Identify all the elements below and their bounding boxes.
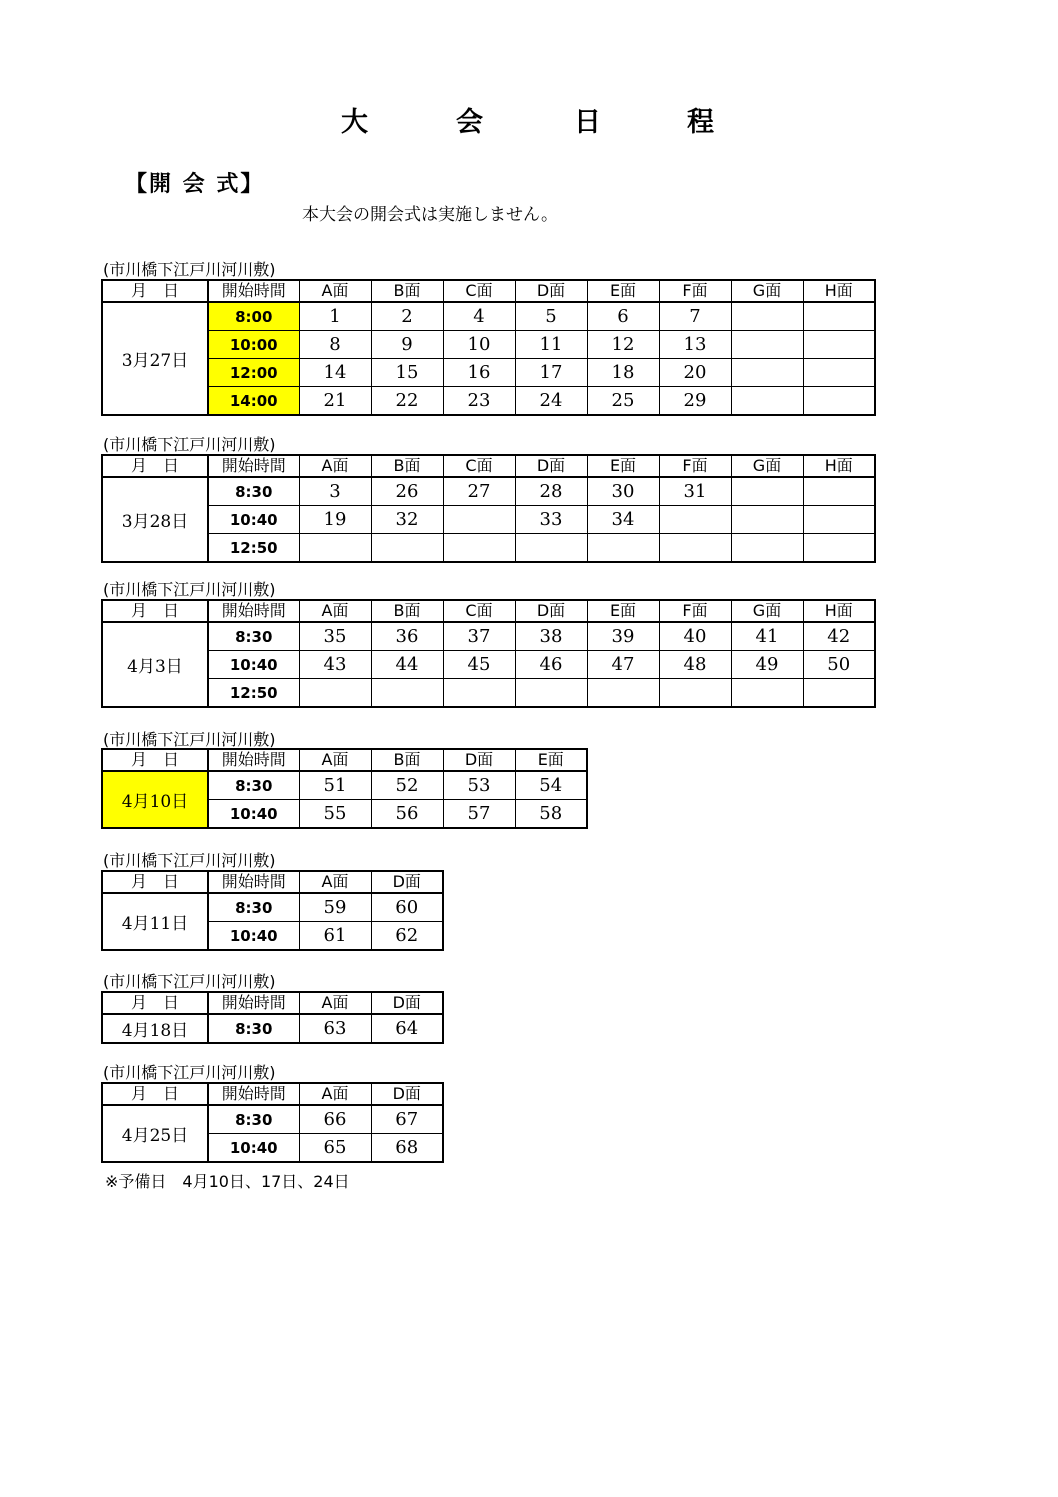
venue-label: (市川橋下江戸川河川敷) bbox=[103, 851, 276, 870]
match-number-cell bbox=[371, 534, 443, 563]
start-time-header: 開始時間 bbox=[208, 600, 299, 622]
match-number-cell: 55 bbox=[299, 800, 371, 829]
header-row bbox=[102, 455, 875, 477]
header-row bbox=[102, 600, 875, 622]
start-time-header: 開始時間 bbox=[208, 992, 299, 1014]
court-header: C面 bbox=[443, 280, 515, 302]
match-number-cell bbox=[659, 506, 731, 534]
court-header: E面 bbox=[587, 455, 659, 477]
date-header: 月 日 bbox=[102, 1083, 208, 1105]
date-header: 月 日 bbox=[102, 280, 208, 302]
opening-note: 本大会の開会式は実施しません。 bbox=[302, 205, 559, 225]
match-number-cell: 6 bbox=[587, 302, 659, 331]
match-number-cell: 37 bbox=[443, 622, 515, 651]
court-header: A面 bbox=[299, 871, 371, 893]
court-header: B面 bbox=[371, 749, 443, 771]
start-time-cell: 8:30 bbox=[208, 622, 299, 651]
match-number-cell: 53 bbox=[443, 771, 515, 800]
match-number-cell: 18 bbox=[587, 359, 659, 387]
match-number-cell: 33 bbox=[515, 506, 587, 534]
match-number-cell bbox=[659, 679, 731, 708]
start-time-cell: 10:40 bbox=[208, 506, 299, 534]
date-cell: 3月28日 bbox=[102, 477, 208, 562]
date-cell: 4月11日 bbox=[102, 893, 208, 950]
match-number-cell: 48 bbox=[659, 651, 731, 679]
match-number-cell bbox=[731, 331, 803, 359]
schedule-table bbox=[101, 279, 876, 416]
start-time-cell: 8:30 bbox=[208, 477, 299, 506]
opening-heading: 【開 会 式】 bbox=[125, 172, 265, 197]
match-number-cell: 61 bbox=[299, 922, 371, 951]
court-header: G面 bbox=[731, 455, 803, 477]
match-number-cell: 67 bbox=[371, 1105, 443, 1134]
match-number-cell: 42 bbox=[803, 622, 875, 651]
match-number-cell: 41 bbox=[731, 622, 803, 651]
court-header: D面 bbox=[371, 871, 443, 893]
title-char: 大 bbox=[341, 107, 368, 138]
match-number-cell bbox=[587, 534, 659, 563]
match-number-cell: 46 bbox=[515, 651, 587, 679]
start-time-header: 開始時間 bbox=[208, 280, 299, 302]
venue-label: (市川橋下江戸川河川敷) bbox=[103, 972, 276, 991]
court-header: E面 bbox=[587, 280, 659, 302]
court-header: A面 bbox=[299, 600, 371, 622]
match-number-cell: 49 bbox=[731, 651, 803, 679]
table-row bbox=[102, 1105, 443, 1134]
table-row bbox=[102, 331, 875, 359]
court-header: E面 bbox=[587, 600, 659, 622]
match-number-cell bbox=[587, 679, 659, 708]
start-time-cell: 8:30 bbox=[208, 771, 299, 800]
court-header: H面 bbox=[803, 600, 875, 622]
court-header: B面 bbox=[371, 600, 443, 622]
match-number-cell: 13 bbox=[659, 331, 731, 359]
match-number-cell: 10 bbox=[443, 331, 515, 359]
start-time-header: 開始時間 bbox=[208, 1083, 299, 1105]
match-number-cell: 1 bbox=[299, 302, 371, 331]
start-time-cell: 12:50 bbox=[208, 534, 299, 563]
match-number-cell: 28 bbox=[515, 477, 587, 506]
court-header: A面 bbox=[299, 992, 371, 1014]
match-number-cell: 19 bbox=[299, 506, 371, 534]
match-number-cell: 2 bbox=[371, 302, 443, 331]
match-number-cell bbox=[731, 359, 803, 387]
match-number-cell: 25 bbox=[587, 387, 659, 416]
court-header: D面 bbox=[371, 992, 443, 1014]
start-time-cell: 12:00 bbox=[208, 359, 299, 387]
date-header: 月 日 bbox=[102, 871, 208, 893]
date-cell: 4月3日 bbox=[102, 622, 208, 707]
match-number-cell bbox=[803, 387, 875, 416]
court-header: D面 bbox=[515, 455, 587, 477]
header-row bbox=[102, 871, 443, 893]
match-number-cell bbox=[803, 477, 875, 506]
schedule-table bbox=[101, 454, 876, 563]
match-number-cell: 26 bbox=[371, 477, 443, 506]
match-number-cell: 51 bbox=[299, 771, 371, 800]
header-row bbox=[102, 749, 587, 771]
match-number-cell: 59 bbox=[299, 893, 371, 922]
match-number-cell: 34 bbox=[587, 506, 659, 534]
match-number-cell: 30 bbox=[587, 477, 659, 506]
start-time-cell: 10:40 bbox=[208, 1134, 299, 1163]
match-number-cell: 15 bbox=[371, 359, 443, 387]
date-cell: 3月27日 bbox=[102, 302, 208, 415]
date-header: 月 日 bbox=[102, 600, 208, 622]
match-number-cell: 24 bbox=[515, 387, 587, 416]
date-header: 月 日 bbox=[102, 992, 208, 1014]
match-number-cell: 65 bbox=[299, 1134, 371, 1163]
schedule-table bbox=[101, 599, 876, 708]
court-header: F面 bbox=[659, 280, 731, 302]
match-number-cell bbox=[803, 359, 875, 387]
footnote: ※予備日 4月10日、17日、24日 bbox=[105, 1172, 350, 1191]
header-row bbox=[102, 992, 443, 1014]
match-number-cell bbox=[731, 534, 803, 563]
table-row bbox=[102, 534, 875, 563]
court-header: F面 bbox=[659, 455, 731, 477]
start-time-header: 開始時間 bbox=[208, 455, 299, 477]
match-number-cell: 27 bbox=[443, 477, 515, 506]
table-row bbox=[102, 359, 875, 387]
start-time-header: 開始時間 bbox=[208, 749, 299, 771]
start-time-cell: 10:00 bbox=[208, 331, 299, 359]
court-header: B面 bbox=[371, 455, 443, 477]
match-number-cell bbox=[443, 506, 515, 534]
match-number-cell: 40 bbox=[659, 622, 731, 651]
match-number-cell: 68 bbox=[371, 1134, 443, 1163]
match-number-cell bbox=[299, 679, 371, 708]
court-header: C面 bbox=[443, 600, 515, 622]
match-number-cell: 38 bbox=[515, 622, 587, 651]
match-number-cell: 45 bbox=[443, 651, 515, 679]
match-number-cell: 52 bbox=[371, 771, 443, 800]
match-number-cell: 60 bbox=[371, 893, 443, 922]
court-header: A面 bbox=[299, 749, 371, 771]
match-number-cell bbox=[803, 534, 875, 563]
match-number-cell: 5 bbox=[515, 302, 587, 331]
start-time-cell: 8:00 bbox=[208, 302, 299, 331]
match-number-cell: 3 bbox=[299, 477, 371, 506]
match-number-cell: 16 bbox=[443, 359, 515, 387]
match-number-cell: 12 bbox=[587, 331, 659, 359]
match-number-cell: 23 bbox=[443, 387, 515, 416]
match-number-cell: 62 bbox=[371, 922, 443, 951]
match-number-cell: 21 bbox=[299, 387, 371, 416]
start-time-cell: 14:00 bbox=[208, 387, 299, 416]
start-time-cell: 8:30 bbox=[208, 1105, 299, 1134]
court-header: E面 bbox=[515, 749, 587, 771]
match-number-cell: 43 bbox=[299, 651, 371, 679]
court-header: D面 bbox=[443, 749, 515, 771]
match-number-cell: 4 bbox=[443, 302, 515, 331]
document-title bbox=[0, 100, 1058, 136]
table-row bbox=[102, 679, 875, 708]
court-header: H面 bbox=[803, 455, 875, 477]
match-number-cell bbox=[731, 302, 803, 331]
match-number-cell: 11 bbox=[515, 331, 587, 359]
table-row bbox=[102, 302, 875, 331]
match-number-cell: 66 bbox=[299, 1105, 371, 1134]
match-number-cell: 32 bbox=[371, 506, 443, 534]
match-number-cell: 56 bbox=[371, 800, 443, 829]
schedule-table bbox=[101, 991, 444, 1044]
match-number-cell: 54 bbox=[515, 771, 587, 800]
start-time-cell: 10:40 bbox=[208, 922, 299, 951]
match-number-cell: 50 bbox=[803, 651, 875, 679]
table-row bbox=[102, 506, 875, 534]
title-char: 会 bbox=[456, 107, 483, 138]
venue-label: (市川橋下江戸川河川敷) bbox=[103, 435, 276, 454]
venue-label: (市川橋下江戸川河川敷) bbox=[103, 730, 276, 749]
schedule-table bbox=[101, 748, 588, 829]
date-header: 月 日 bbox=[102, 749, 208, 771]
start-time-cell: 10:40 bbox=[208, 651, 299, 679]
match-number-cell bbox=[515, 679, 587, 708]
match-number-cell: 17 bbox=[515, 359, 587, 387]
match-number-cell: 31 bbox=[659, 477, 731, 506]
court-header: C面 bbox=[443, 455, 515, 477]
match-number-cell bbox=[443, 534, 515, 563]
match-number-cell: 20 bbox=[659, 359, 731, 387]
start-time-cell: 10:40 bbox=[208, 800, 299, 829]
court-header: D面 bbox=[515, 600, 587, 622]
venue-label: (市川橋下江戸川河川敷) bbox=[103, 1063, 276, 1082]
match-number-cell: 64 bbox=[371, 1014, 443, 1043]
start-time-cell: 8:30 bbox=[208, 1014, 299, 1043]
match-number-cell: 39 bbox=[587, 622, 659, 651]
start-time-cell: 12:50 bbox=[208, 679, 299, 708]
schedule-table bbox=[101, 1082, 444, 1163]
match-number-cell: 58 bbox=[515, 800, 587, 829]
match-number-cell: 8 bbox=[299, 331, 371, 359]
match-number-cell bbox=[731, 679, 803, 708]
court-header: B面 bbox=[371, 280, 443, 302]
header-row bbox=[102, 1083, 443, 1105]
table-row bbox=[102, 893, 443, 922]
schedule-table bbox=[101, 870, 444, 951]
table-row bbox=[102, 651, 875, 679]
header-row bbox=[102, 280, 875, 302]
match-number-cell: 36 bbox=[371, 622, 443, 651]
match-number-cell: 35 bbox=[299, 622, 371, 651]
court-header: G面 bbox=[731, 600, 803, 622]
match-number-cell bbox=[803, 506, 875, 534]
table-row bbox=[102, 622, 875, 651]
match-number-cell bbox=[371, 679, 443, 708]
match-number-cell bbox=[731, 477, 803, 506]
table-row bbox=[102, 387, 875, 416]
match-number-cell bbox=[803, 302, 875, 331]
table-row bbox=[102, 1014, 443, 1043]
match-number-cell bbox=[299, 534, 371, 563]
title-char: 日 bbox=[574, 107, 601, 138]
court-header: A面 bbox=[299, 280, 371, 302]
match-number-cell: 7 bbox=[659, 302, 731, 331]
court-header: A面 bbox=[299, 455, 371, 477]
match-number-cell bbox=[803, 679, 875, 708]
match-number-cell bbox=[803, 331, 875, 359]
court-header: F面 bbox=[659, 600, 731, 622]
match-number-cell: 22 bbox=[371, 387, 443, 416]
venue-label: (市川橋下江戸川河川敷) bbox=[103, 580, 276, 599]
title-char: 程 bbox=[687, 107, 714, 138]
match-number-cell bbox=[731, 387, 803, 416]
date-cell: 4月25日 bbox=[102, 1105, 208, 1162]
table-row bbox=[102, 477, 875, 506]
court-header: G面 bbox=[731, 280, 803, 302]
match-number-cell: 57 bbox=[443, 800, 515, 829]
match-number-cell: 63 bbox=[299, 1014, 371, 1043]
match-number-cell bbox=[731, 506, 803, 534]
table-row bbox=[102, 771, 587, 800]
date-cell: 4月18日 bbox=[102, 1014, 208, 1043]
match-number-cell bbox=[443, 679, 515, 708]
date-header: 月 日 bbox=[102, 455, 208, 477]
match-number-cell: 44 bbox=[371, 651, 443, 679]
start-time-cell: 8:30 bbox=[208, 893, 299, 922]
date-cell: 4月10日 bbox=[102, 771, 208, 828]
court-header: D面 bbox=[371, 1083, 443, 1105]
match-number-cell: 9 bbox=[371, 331, 443, 359]
court-header: H面 bbox=[803, 280, 875, 302]
match-number-cell: 29 bbox=[659, 387, 731, 416]
match-number-cell bbox=[659, 534, 731, 563]
start-time-header: 開始時間 bbox=[208, 871, 299, 893]
court-header: D面 bbox=[515, 280, 587, 302]
venue-label: (市川橋下江戸川河川敷) bbox=[103, 260, 276, 279]
match-number-cell: 14 bbox=[299, 359, 371, 387]
match-number-cell bbox=[515, 534, 587, 563]
match-number-cell: 47 bbox=[587, 651, 659, 679]
court-header: A面 bbox=[299, 1083, 371, 1105]
